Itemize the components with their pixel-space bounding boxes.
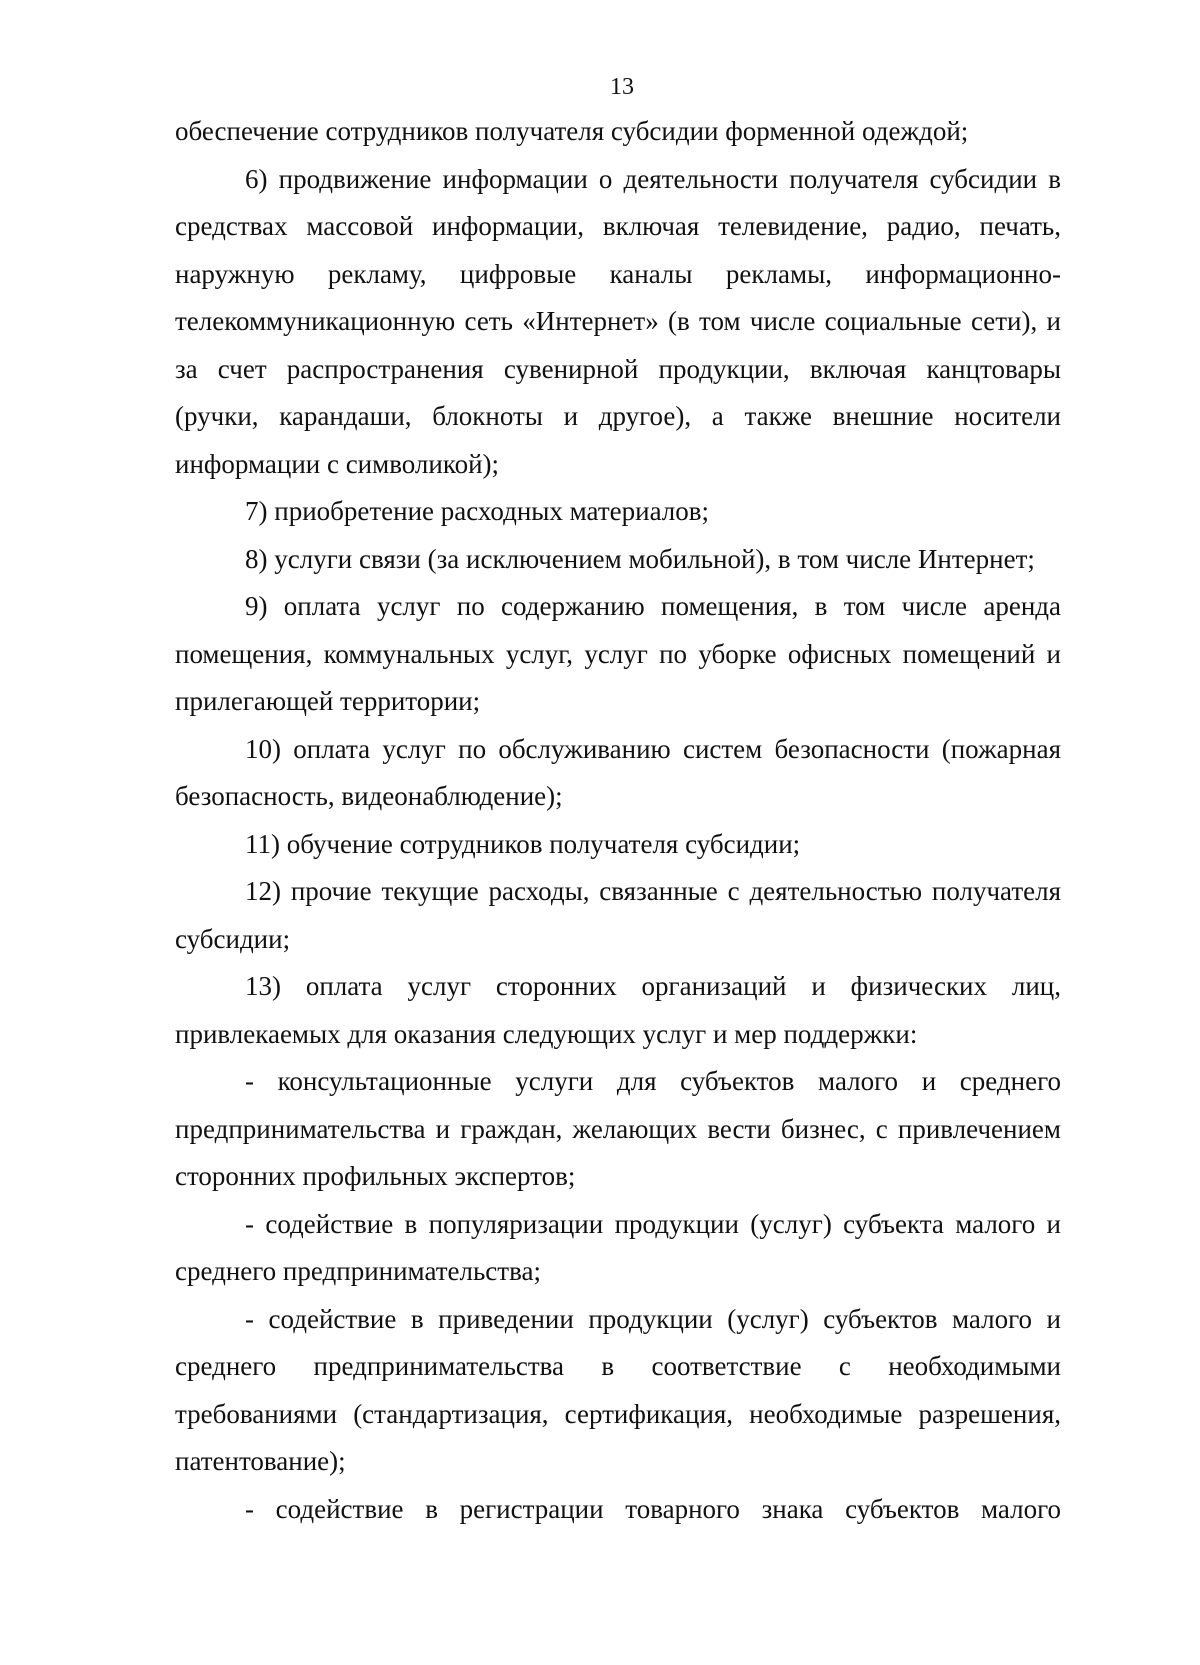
- bullet-trademark: - содействие в регистрации товарного знака субъектов малого: [245, 1493, 1061, 1524]
- bullet-consulting: - консультационные услуги для субъектов малого и среднего предпринимательства и граждан, желающих вести бизнес, с привлечением сторонних профильных экспертов;: [175, 1066, 1061, 1191]
- bullet-popularization: - содействие в популяризации продукции (услуг) субъекта малого и среднего предпринимательства;: [175, 1208, 1061, 1286]
- list-item-13-third-party-services: 13) оплата услуг сторонних организаций и физических лиц, привлекаемых для оказания следующих услуг и мер поддержки:: [175, 971, 1061, 1049]
- list-item-10-security: 10) оплата услуг по обслуживанию систем безопасности (пожарная безопасность, видеонаблюдение);: [175, 733, 1061, 811]
- document-body: [175, 108, 1061, 1533]
- list-item-11-training: 11) обучение сотрудников получателя субсидии;: [245, 828, 801, 859]
- list-item-6-media-promotion: 6) продвижение информации о деятельности получателя субсидии в средствах массовой информации, включая телевидение, радио, печать, наружную рекламу, цифровые каналы рекламы, информационно-телекоммуникационную сеть «Интернет» (в том числе социальные сети), и за счет распространения сувенирной продукции, включая канцтовары (ручки, карандаши, блокноты и другое), а также внешние носители информации с символикой);: [175, 163, 1061, 479]
- list-item-12-other-expenses: 12) прочие текущие расходы, связанные с деятельностью получателя субсидии;: [175, 876, 1061, 954]
- list-item-8-communication: 8) услуги связи (за исключением мобильной), в том числе Интернет;: [245, 543, 1035, 574]
- page-number: 13: [610, 74, 634, 100]
- paragraph-uniform-continuation: обеспечение сотрудников получателя субсидии форменной одеждой;: [175, 116, 969, 146]
- list-item-7-consumables: 7) приобретение расходных материалов;: [245, 496, 710, 526]
- list-item-9-premises: 9) оплата услуг по содержанию помещения, в том числе аренда помещения, коммунальных услуг, услуг по уборке офисных помещений и прилегающей территории;: [175, 591, 1061, 716]
- bullet-certification: - содействие в приведении продукции (услуг) субъектов малого и среднего предпринимательства в соответствие с необходимыми требованиями (стандартизация, сертификация, необходимые разрешения, патентование);: [175, 1303, 1061, 1476]
